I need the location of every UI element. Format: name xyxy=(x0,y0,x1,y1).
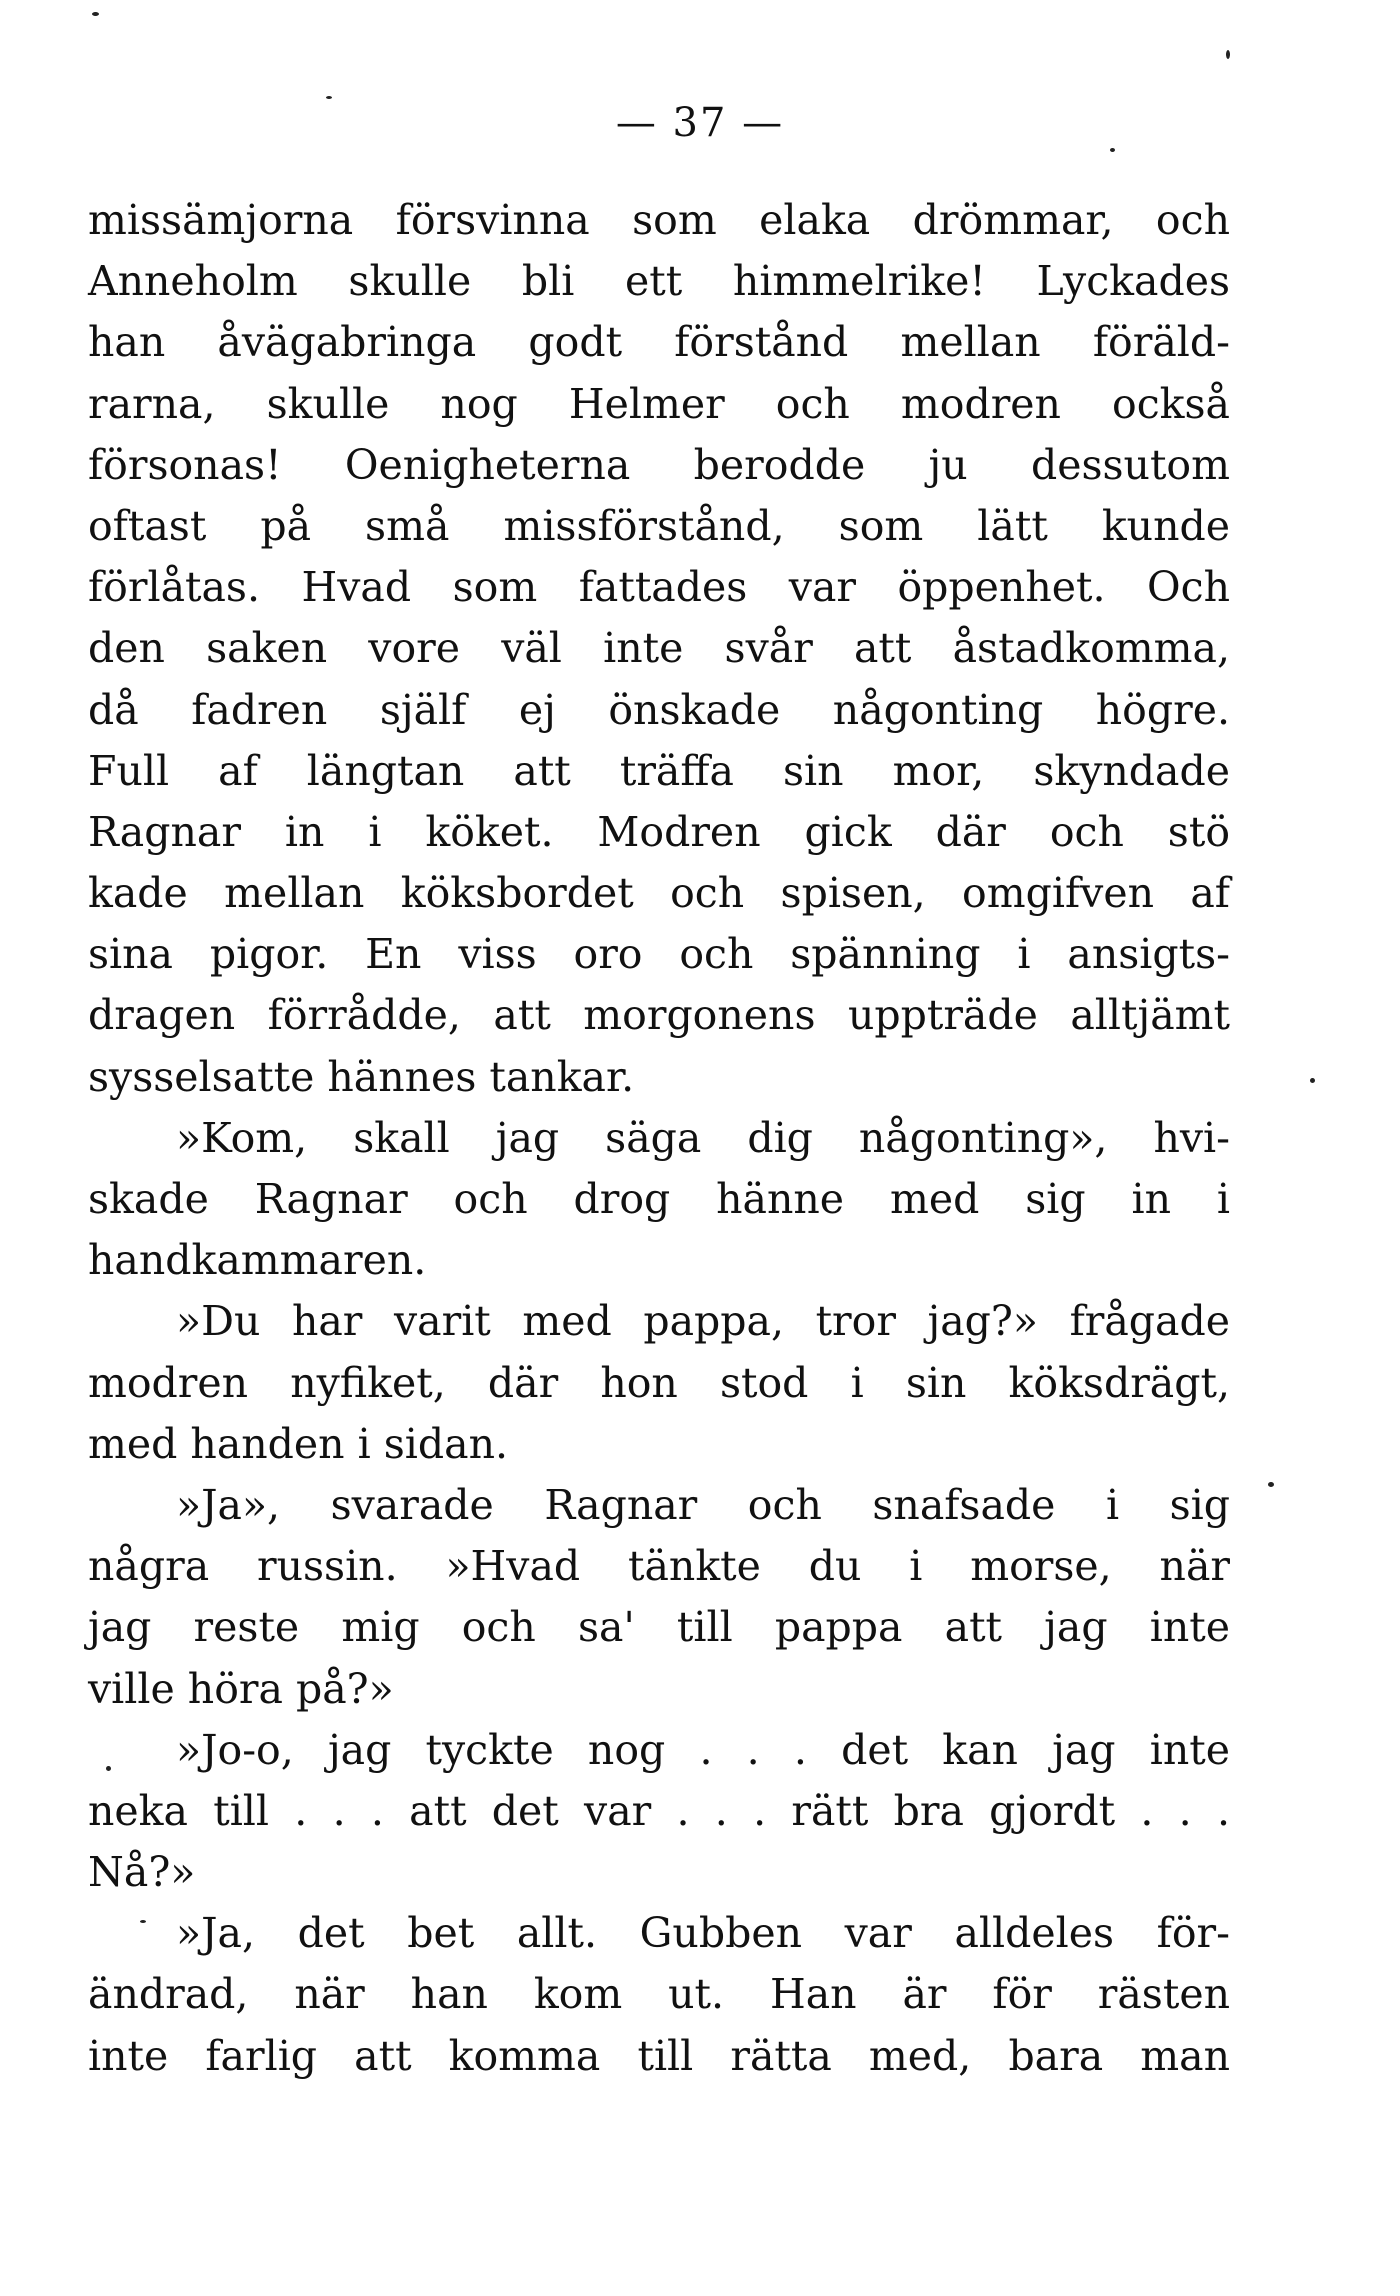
page-number: — 37 — xyxy=(615,100,785,146)
text-line: Nå?» xyxy=(88,1848,196,1897)
text-line: »Du har varit med pappa, tror jag?» frågade xyxy=(176,1297,1230,1346)
text-line: Full af längtan att träffa sin mor, skyndade xyxy=(88,746,1230,795)
scan-speck xyxy=(140,1920,146,1923)
text-line: oftast på små missförstånd, som lätt kunde xyxy=(88,501,1230,550)
text-line: rarna, skulle nog Helmer och modren också xyxy=(88,379,1230,428)
text-line: Ragnar in i köket. Modren gick där och stö xyxy=(88,807,1230,856)
text-line: dragen förrådde, att morgonens uppträde alltjämt xyxy=(88,991,1230,1040)
scan-speck xyxy=(106,1766,111,1771)
text-line: förlåtas. Hvad som fattades var öppenhet. Och xyxy=(88,563,1230,612)
text-line: »Ja», svarade Ragnar och snafsade i sig xyxy=(176,1480,1230,1529)
text-line: jag reste mig och sa' till pappa att jag inte xyxy=(88,1603,1230,1652)
text-line: försonas! Oenigheterna berodde ju dessutom xyxy=(88,440,1230,489)
body-text xyxy=(88,190,1230,2087)
text-line: neka till . . . att det var . . . rätt bra gjordt . . . xyxy=(88,1786,1230,1835)
text-line: modren nyfiket, där hon stod i sin köksdrägt, xyxy=(88,1358,1230,1407)
text-line: den saken vore väl inte svår att åstadkomma, xyxy=(88,624,1230,673)
text-line: några russin. »Hvad tänkte du i morse, när xyxy=(88,1542,1230,1591)
text-line: handkammaren. xyxy=(88,1236,427,1285)
text-line: han åvägabringa godt förstånd mellan föräld- xyxy=(88,318,1230,367)
text-line: sysselsatte hännes tankar. xyxy=(88,1052,635,1101)
text-line: inte farlig att komma till rätta med, bara man xyxy=(88,2031,1230,2080)
scan-speck xyxy=(326,96,332,99)
text-line: skade Ragnar och drog hänne med sig in i xyxy=(88,1175,1230,1223)
scan-speck xyxy=(1268,1482,1274,1487)
text-line: missämjorna försvinna som elaka drömmar, och xyxy=(88,196,1230,244)
text-line: »Ja, det bet allt. Gubben var alldeles för- xyxy=(176,1909,1230,1958)
text-line: med handen i sidan. xyxy=(88,1419,509,1468)
text-line: sina pigor. En viss oro och spänning i ansigts- xyxy=(88,930,1230,979)
scan-speck xyxy=(1310,1078,1315,1083)
text-line: då fadren själf ej önskade någonting högre. xyxy=(88,685,1230,734)
text-line: kade mellan köksbordet och spisen, omgifven af xyxy=(88,869,1230,918)
text-line: »Jo-o, jag tyckte nog . . . det kan jag inte xyxy=(176,1725,1230,1774)
scan-speck xyxy=(1110,148,1115,152)
text-line: ville höra på?» xyxy=(88,1664,394,1713)
text-line: »Kom, skall jag säga dig någonting», hvi- xyxy=(176,1113,1230,1162)
scan-speck xyxy=(1226,50,1230,59)
scan-speck xyxy=(92,12,99,16)
text-line: Anneholm skulle bli ett himmelrike! Lyckades xyxy=(88,257,1230,306)
text-line: ändrad, när han kom ut. Han är för rästen xyxy=(88,1970,1230,2019)
